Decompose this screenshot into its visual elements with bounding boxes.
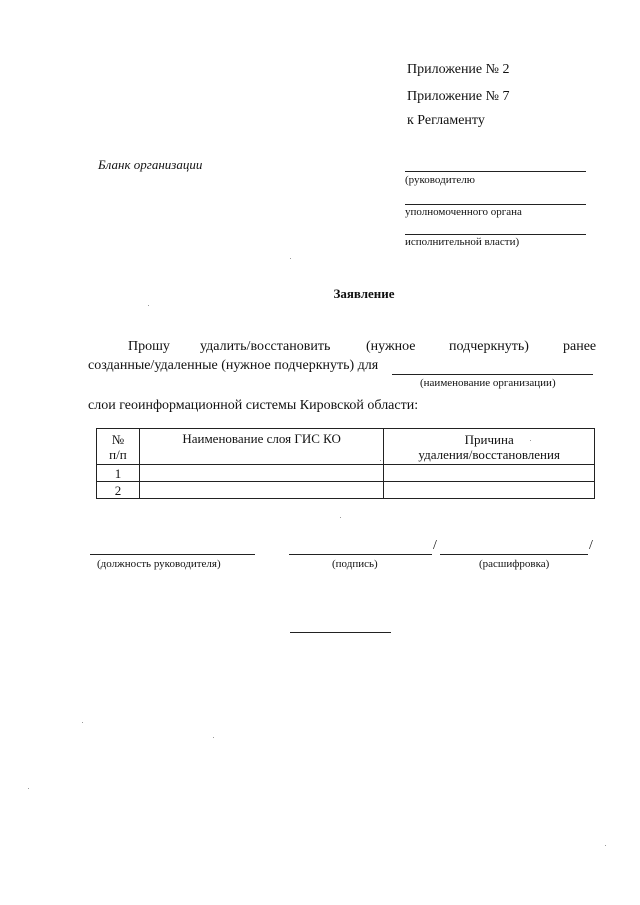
- signature-line: [289, 554, 432, 555]
- body-word-1: Прошу: [128, 339, 170, 354]
- body-word-3: (нужное: [366, 339, 416, 354]
- col-number-header: [97, 429, 140, 465]
- body-line-3: слои геоинформационной системы Кировской области:: [88, 398, 419, 413]
- decoding-caption: (расшифровка): [479, 558, 550, 570]
- scan-speck: [530, 440, 531, 441]
- scan-speck: [380, 460, 381, 461]
- body-word-5: ранее: [563, 339, 597, 354]
- col-reason-header-line2: удаления/восстановления: [418, 446, 560, 462]
- body-line-2: созданные/удаленные (нужное подчеркнуть) для: [88, 358, 379, 373]
- org-name-caption: (наименование организации): [420, 377, 556, 389]
- table-header-row: [97, 429, 595, 465]
- document-title: Заявление: [333, 286, 395, 301]
- end-separator-line: [290, 632, 391, 633]
- decoding-signature-line: [440, 554, 588, 555]
- col-number-header-line1: №: [111, 431, 125, 447]
- table-row: [97, 465, 595, 482]
- row-layer-name-cell: [139, 482, 383, 499]
- col-reason-header-line1: Причина: [464, 431, 514, 447]
- appendix-line-1: Приложение № 2: [407, 62, 510, 77]
- addressee-line-1: [405, 171, 586, 172]
- appendix-line-3: к Регламенту: [407, 113, 485, 128]
- addressee-line-3: [405, 234, 586, 235]
- row-reason-cell: [384, 482, 595, 499]
- layers-table: [96, 428, 595, 499]
- table-row: [97, 482, 595, 499]
- signature-slash-2: /: [589, 538, 593, 553]
- position-signature-line: [90, 554, 255, 555]
- addressee-line-2: [405, 204, 586, 205]
- position-caption: (должность руководителя): [97, 558, 221, 570]
- scan-speck: [213, 737, 214, 738]
- col-reason-header: [384, 429, 595, 465]
- body-word-2: удалить/восстановить: [200, 339, 331, 354]
- row-number-cell: 1: [97, 465, 140, 482]
- scan-speck: [290, 258, 291, 259]
- scan-speck: [28, 788, 29, 789]
- col-layer-name-header: Наименование слоя ГИС КО: [139, 429, 383, 465]
- col-number-header-line2: п/п: [109, 446, 127, 462]
- appendix-line-2: Приложение № 7: [407, 89, 510, 104]
- row-reason-cell: [384, 465, 595, 482]
- scan-speck: [605, 845, 606, 846]
- body-word-4: подчеркнуть): [449, 339, 529, 354]
- row-number-cell: 2: [97, 482, 140, 499]
- scan-speck: [82, 722, 83, 723]
- signature-caption: (подпись): [332, 558, 378, 570]
- scan-speck: [340, 517, 341, 518]
- addressee-text-2: уполномоченного органа: [405, 206, 522, 218]
- org-name-field-line: [392, 374, 593, 375]
- row-layer-name-cell: [139, 465, 383, 482]
- signature-slash-1: /: [433, 538, 437, 553]
- addressee-text-1: (руководителю: [405, 174, 475, 186]
- org-blank-label: Бланк организации: [98, 157, 203, 172]
- scan-speck: [148, 305, 149, 306]
- addressee-text-3: исполнительной власти): [405, 236, 520, 248]
